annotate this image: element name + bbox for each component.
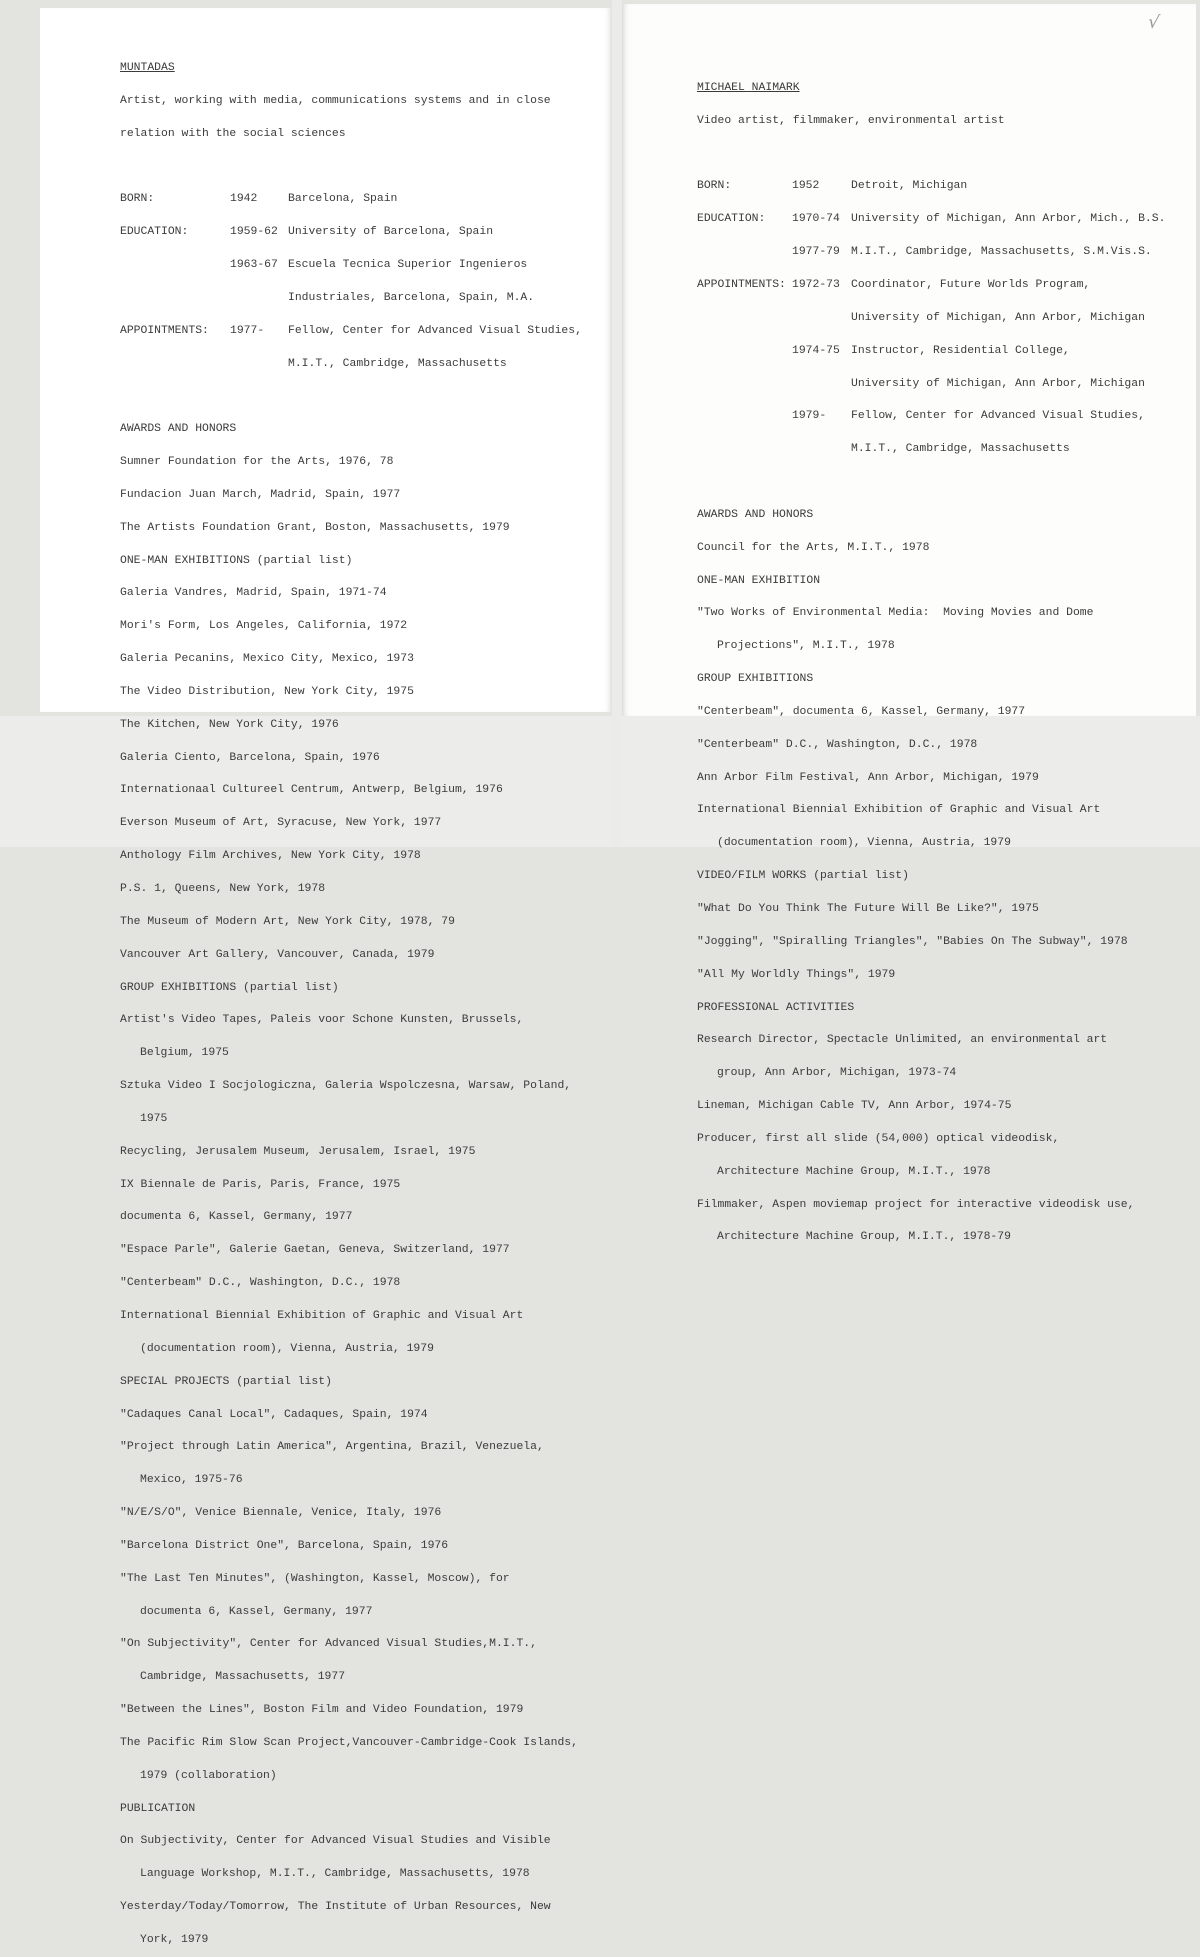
bio-row <box>697 181 1134 192</box>
summary-line: Video artist, filmmaker, environmental artist <box>697 114 1005 127</box>
list-item: P.S. 1, Queens, New York, 1978 <box>120 883 326 895</box>
section-heading-one-man-exhibitions: ONE-MAN EXHIBITIONS (partial list) <box>120 554 353 567</box>
section-heading-professional-activities: PROFESSIONAL ACTIVITIES <box>697 1001 855 1014</box>
list-item: Everson Museum of Art, Syracuse, New York, 1977 <box>120 817 442 830</box>
list-item: "Two Works of Environmental Media: Moving Movies and Dome <box>697 607 1094 620</box>
bio-row <box>120 293 578 304</box>
list-item: Producer, first all slide (54,000) optical videodisk, <box>697 1132 1060 1145</box>
bio-row <box>120 227 578 238</box>
list-item: Mori's Form, Los Angeles, California, 1972 <box>120 620 408 633</box>
list-item-continuation: Cambridge, Massachusetts, 1977 <box>140 1671 346 1684</box>
bio-label: APPOINTMENTS: <box>697 278 786 291</box>
bio-desc: Escuela Tecnica Superior Ingenieros <box>288 258 528 271</box>
list-item: Galeria Pecanins, Mexico City, Mexico, 1973 <box>120 653 414 666</box>
page-gutter <box>612 0 622 847</box>
list-item: Filmmaker, Aspen moviemap project for interactive videodisk use, <box>697 1198 1135 1211</box>
list-item: documenta 6, Kassel, Germany, 1977 <box>120 1211 353 1224</box>
bio-row <box>697 346 1134 357</box>
section-heading-awards: AWARDS AND HONORS <box>697 508 814 521</box>
bio-row <box>120 194 578 205</box>
list-item: "What Do You Think The Future Will Be Like?", 1975 <box>697 903 1039 915</box>
bio-row <box>120 359 578 370</box>
list-item: IX Biennale de Paris, Paris, France, 1975 <box>120 1178 401 1191</box>
spacer <box>697 149 1134 160</box>
list-item-continuation: Projections", M.I.T., 1978 <box>717 640 895 653</box>
list-item: Recycling, Jerusalem Museum, Jerusalem, Israel, 1975 <box>120 1145 476 1158</box>
list-item: Internationaal Cultureel Centrum, Antwerp, Belgium, 1976 <box>120 784 503 797</box>
bio-desc: Detroit, Michigan <box>851 180 968 193</box>
bio-label: EDUCATION: <box>697 213 766 226</box>
list-item: "Espace Parle", Galerie Gaetan, Geneva, Switzerland, 1977 <box>120 1244 510 1257</box>
bio-year: 1970-74 <box>792 213 840 226</box>
list-item-continuation: documenta 6, Kassel, Germany, 1977 <box>140 1605 373 1618</box>
bio-year: 1963-67 <box>230 258 278 271</box>
bio-row <box>697 246 1152 259</box>
bio-desc: University of Michigan, Ann Arbor, Michigan <box>851 377 1145 390</box>
section-heading-publication: PUBLICATION <box>120 1802 196 1815</box>
list-item-continuation: (documentation room), Vienna, Austria, 1979 <box>717 837 1011 850</box>
artist-name-heading: MICHAEL NAIMARK <box>697 81 800 94</box>
bio-desc: Coordinator, Future Worlds Program, <box>851 278 1091 291</box>
bio-desc: M.I.T., Cambridge, Massachusetts, S.M.Vis.S. <box>851 246 1152 259</box>
bio-row <box>697 377 1145 390</box>
list-item: Sztuka Video I Socjologiczna, Galeria Wspolczesna, Warsaw, Poland, <box>120 1080 572 1093</box>
list-item: Sumner Foundation for the Arts, 1976, 78 <box>120 456 394 469</box>
bio-label: EDUCATION: <box>120 226 189 239</box>
list-item: "Centerbeam", documenta 6, Kassel, Germany, 1977 <box>697 705 1026 718</box>
list-item: "Between the Lines", Boston Film and Video Foundation, 1979 <box>120 1704 524 1717</box>
list-item: Ann Arbor Film Festival, Ann Arbor, Michigan, 1979 <box>697 771 1039 784</box>
list-item-continuation: Belgium, 1975 <box>140 1047 229 1060</box>
artist-name-heading: MUNTADAS <box>120 61 175 74</box>
bio-row <box>697 410 1145 423</box>
list-item: The Artists Foundation Grant, Boston, Massachusetts, 1979 <box>120 521 510 534</box>
list-item: "The Last Ten Minutes", (Washington, Kassel, Moscow), for <box>120 1572 510 1585</box>
section-heading-special-projects: SPECIAL PROJECTS (partial list) <box>120 1375 332 1388</box>
list-item: "Centerbeam" D.C., Washington, D.C., 1978 <box>120 1277 401 1290</box>
list-item: Council for the Arts, M.I.T., 1978 <box>697 541 930 554</box>
section-heading-group-exhibitions: GROUP EXHIBITIONS <box>697 673 814 686</box>
list-item-continuation: Architecture Machine Group, M.I.T., 1978 <box>717 1165 991 1178</box>
list-item: "All My Worldly Things", 1979 <box>697 968 896 981</box>
list-item: International Biennial Exhibition of Graphic and Visual Art <box>697 804 1101 817</box>
summary-line: Artist, working with media, communications systems and in close <box>120 94 551 107</box>
bio-year: 1959-62 <box>230 226 278 239</box>
bio-row <box>697 280 1134 291</box>
bio-row <box>120 324 582 337</box>
list-item-continuation: 1975 <box>140 1112 168 1125</box>
bio-desc: Fellow, Center for Advanced Visual Studies, <box>851 410 1145 423</box>
list-item-continuation: (documentation room), Vienna, Austria, 1979 <box>140 1342 434 1355</box>
bio-year: 1977- <box>230 324 265 337</box>
section-heading-one-man-exhibition: ONE-MAN EXHIBITION <box>697 574 821 587</box>
list-item: Lineman, Michigan Cable TV, Ann Arbor, 1974-75 <box>697 1100 1012 1113</box>
list-item-continuation: group, Ann Arbor, Michigan, 1973-74 <box>717 1067 957 1080</box>
list-item: Artist's Video Tapes, Paleis voor Schone Kunsten, Brussels, <box>120 1014 524 1027</box>
list-item: Yesterday/Today/Tomorrow, The Institute of Urban Resources, New <box>120 1901 551 1914</box>
list-item-continuation: Language Workshop, M.I.T., Cambridge, Massachusetts, 1978 <box>140 1868 530 1881</box>
bio-desc: Industriales, Barcelona, Spain, M.A. <box>288 291 535 304</box>
list-item: Anthology Film Archives, New York City, 1978 <box>120 850 421 863</box>
list-item: "Project through Latin America", Argentina, Brazil, Venezuela, <box>120 1441 544 1454</box>
list-item-continuation: York, 1979 <box>140 1934 209 1946</box>
spacer <box>120 161 578 172</box>
bio-row <box>697 213 1166 226</box>
list-item: Research Director, Spectacle Unlimited, an environmental art <box>697 1034 1108 1047</box>
bio-year: 1977-79 <box>792 246 840 259</box>
summary-line: relation with the social sciences <box>120 127 346 140</box>
bio-label: BORN: <box>697 180 732 193</box>
bio-year: 1974-75 <box>792 344 840 357</box>
spacer <box>120 391 578 402</box>
naimark-bio-column <box>697 61 1166 1254</box>
bio-desc: M.I.T., Cambridge, Massachusetts <box>851 443 1070 456</box>
bio-desc: Instructor, Residential College, <box>851 344 1070 357</box>
section-heading-awards: AWARDS AND HONORS <box>120 423 237 436</box>
list-item: The Video Distribution, New York City, 1975 <box>120 685 414 698</box>
list-item-continuation: Architecture Machine Group, M.I.T., 1978-79 <box>717 1231 1011 1244</box>
list-item: The Pacific Rim Slow Scan Project,Vancouver-Cambridge-Cook Islands, <box>120 1736 578 1749</box>
muntadas-bio-column <box>120 41 582 1957</box>
checkmark-icon: √ <box>1146 11 1161 34</box>
bio-desc: University of Michigan, Ann Arbor, Mich., B.S. <box>851 213 1166 226</box>
list-item: "On Subjectivity", Center for Advanced Visual Studies,M.I.T., <box>120 1638 537 1651</box>
list-item: The Museum of Modern Art, New York City, 1978, 79 <box>120 915 455 928</box>
list-item: "Cadaques Canal Local", Cadaques, Spain, 1974 <box>120 1408 428 1421</box>
bio-desc: M.I.T., Cambridge, Massachusetts <box>288 357 507 370</box>
section-heading-video-film-works: VIDEO/FILM WORKS (partial list) <box>697 870 909 883</box>
bio-year: 1979- <box>792 410 827 423</box>
section-heading-group-exhibitions: GROUP EXHIBITIONS (partial list) <box>120 981 339 994</box>
list-item: Galeria Vandres, Madrid, Spain, 1971-74 <box>120 587 387 600</box>
bio-row <box>120 260 578 271</box>
list-item: International Biennial Exhibition of Graphic and Visual Art <box>120 1309 524 1322</box>
bio-year: 1942 <box>230 193 258 206</box>
bio-label: APPOINTMENTS: <box>120 324 209 337</box>
list-item: On Subjectivity, Center for Advanced Visual Studies and Visible <box>120 1835 551 1848</box>
bio-desc: University of Barcelona, Spain <box>288 226 494 239</box>
list-item: Galeria Ciento, Barcelona, Spain, 1976 <box>120 751 380 764</box>
list-item: "N/E/S/O", Venice Biennale, Venice, Italy, 1976 <box>120 1507 442 1520</box>
bio-label: BORN: <box>120 193 155 206</box>
spacer <box>697 477 1134 488</box>
list-item: Fundacion Juan March, Madrid, Spain, 1977 <box>120 488 401 501</box>
list-item: "Centerbeam" D.C., Washington, D.C., 1978 <box>697 738 978 751</box>
list-item: Vancouver Art Gallery, Vancouver, Canada, 1979 <box>120 948 435 961</box>
bio-desc: Barcelona, Spain <box>288 193 398 206</box>
list-item-continuation: Mexico, 1975-76 <box>140 1474 243 1487</box>
bio-year: 1972-73 <box>792 278 840 291</box>
bio-row <box>697 311 1145 324</box>
bio-year: 1952 <box>792 180 820 193</box>
list-item: "Barcelona District One", Barcelona, Spain, 1976 <box>120 1539 449 1552</box>
bio-desc: Fellow, Center for Advanced Visual Studies, <box>288 324 582 337</box>
bio-row <box>697 444 1134 455</box>
bio-desc: University of Michigan, Ann Arbor, Michigan <box>851 311 1145 324</box>
list-item-continuation: 1979 (collaboration) <box>140 1769 277 1782</box>
list-item: "Jogging", "Spiralling Triangles", "Babies On The Subway", 1978 <box>697 935 1128 948</box>
list-item: The Kitchen, New York City, 1976 <box>120 718 339 731</box>
